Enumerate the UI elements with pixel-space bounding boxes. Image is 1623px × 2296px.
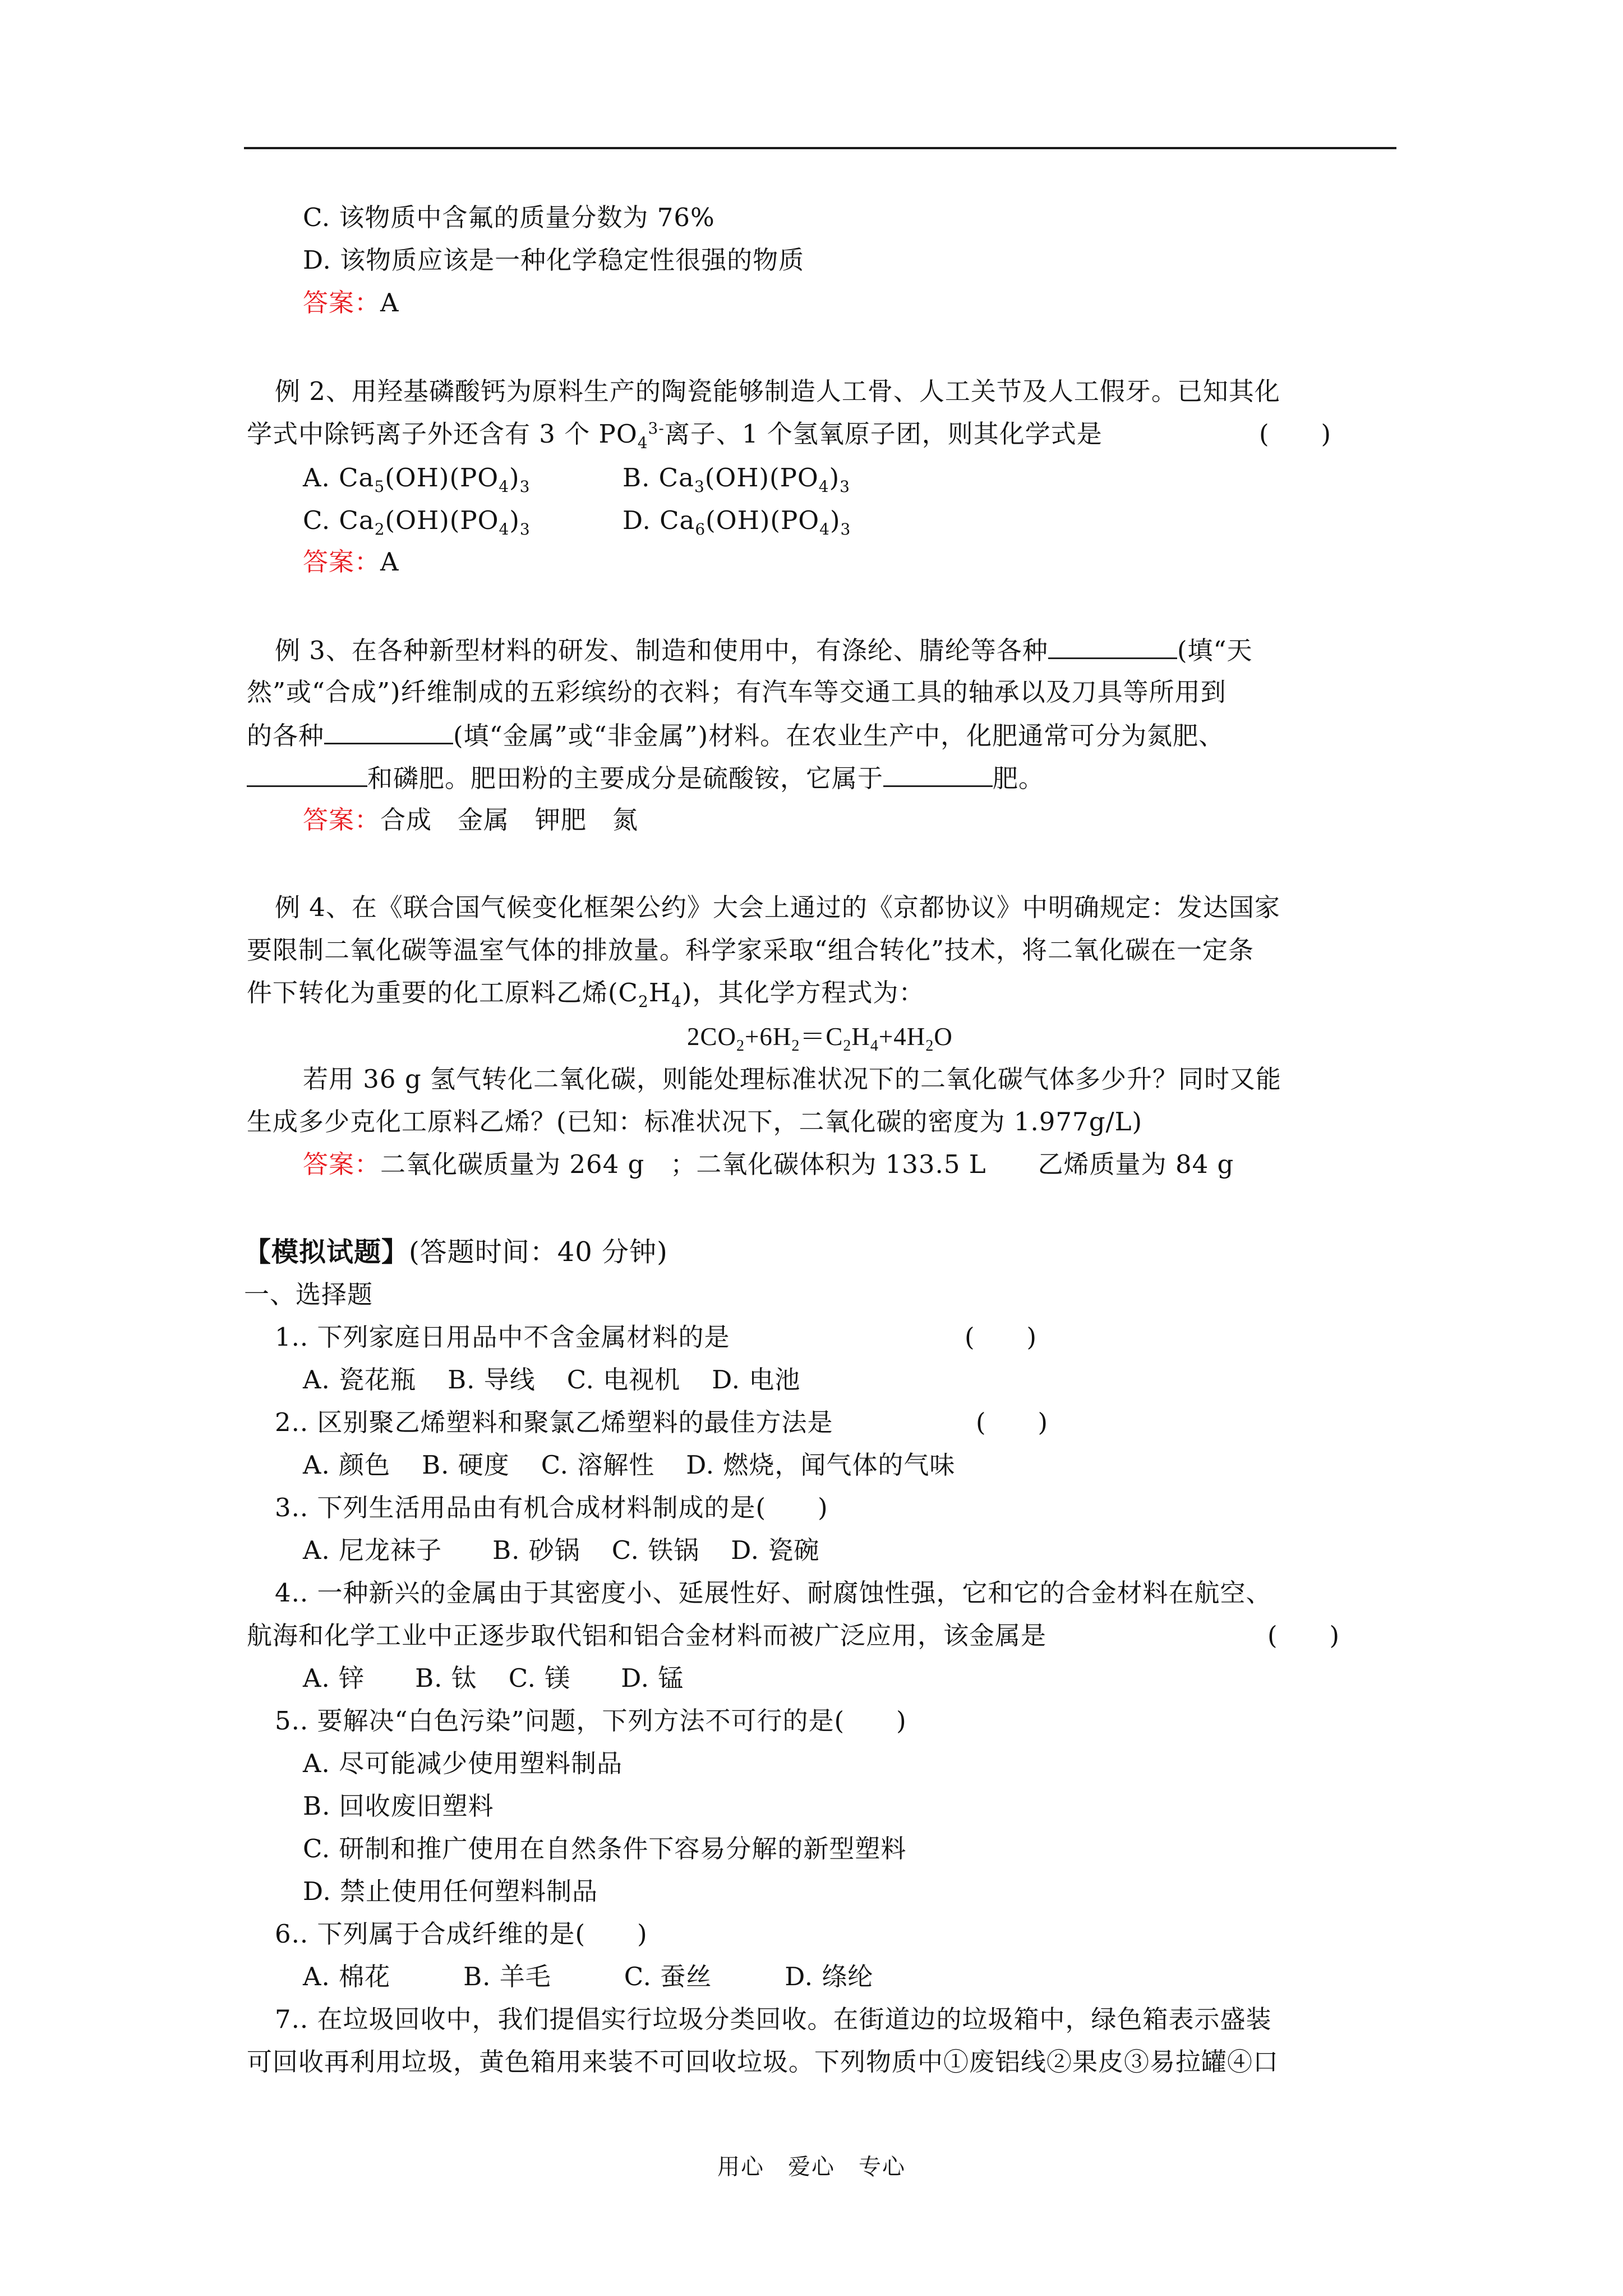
option-b: B. $Ca_3(OH)(PO_4)_3$ bbox=[623, 463, 850, 496]
example-3-line-1: 例 3、在各种新型材料的研发、制造和使用中，有涤纶、腈纶等各种 (填“天 bbox=[275, 633, 1253, 668]
option: A. 尽可能减少使用塑料制品 bbox=[303, 1749, 623, 1778]
options-row: A. 尼龙袜子 B. 砂锅 C. 铁锅 D. 瓷碗 bbox=[303, 1535, 820, 1565]
example-4-line-5: 若用 36 g 氢气转化二氧化碳，则能处理标准状况下的二氧化碳气体多少升？同时又能 bbox=[303, 1064, 1281, 1094]
example-3-line-2: 然”或“合成”)纤维制成的五彩缤纷的衣料；有汽车等交通工具的轴承以及刀具等所用到 bbox=[247, 677, 1227, 707]
fill-blank[interactable] bbox=[883, 761, 993, 787]
option: B. 回收废旧塑料 bbox=[303, 1791, 494, 1821]
option-d: D. $Ca_6(OH)(PO_4)_3$ bbox=[623, 505, 851, 539]
question-stem: 1.. 下列家庭日用品中不含金属材料的是 bbox=[275, 1322, 730, 1352]
example-4-line-2: 要限制二氧化碳等温室气体的排放量。科学家采取“组合转化”技术，将二氧化碳在一定条 bbox=[247, 935, 1255, 965]
answer-paren: ( ) bbox=[965, 1322, 1038, 1352]
answer-line: 答案：A bbox=[303, 547, 399, 577]
example-3-line-3: 的各种 (填“金属”或“非金属”)材料。在农业生产中，化肥通常可分为氮肥、 bbox=[247, 718, 1224, 753]
question-stem: 5.. 要解决“白色污染”问题，下列方法不可行的是( ) bbox=[275, 1706, 907, 1736]
answer-key: 答案： bbox=[303, 288, 381, 318]
options-row: A. 瓷花瓶 B. 导线 C. 电视机 D. 电池 bbox=[303, 1365, 801, 1395]
question-stem: 4.. 一种新兴的金属由于其密度小、延展性好、耐腐蚀性强，它和它的合金材料在航空、 bbox=[275, 1578, 1272, 1608]
question-stem-cont: 可回收再利用垃圾，黄色箱用来装不可回收垃圾。下列物质中①废铝线②果皮③易拉罐④口 bbox=[247, 2047, 1279, 2077]
example-4-line-6: 生成多少克化工原料乙烯？(已知：标准状况下，二氧化碳的密度为 1.977g/L) bbox=[247, 1107, 1143, 1137]
options-row: A. 颜色 B. 硬度 C. 溶解性 D. 燃烧，闻气体的气味 bbox=[303, 1450, 956, 1480]
question-stem: 3.. 下列生活用品由有机合成材料制成的是( ) bbox=[275, 1493, 828, 1522]
example-4-line-1: 例 4、在《联合国气候变化框架公约》大会上通过的《京都协议》中明确规定：发达国家 bbox=[275, 892, 1280, 922]
question-stem: 6.. 下列属于合成纤维的是( ) bbox=[275, 1919, 648, 1949]
answer-paren: ( ) bbox=[1259, 419, 1332, 449]
question-stem-cont: 航海和化学工业中正逐步取代铝和铝合金材料而被广泛应用，该金属是 bbox=[247, 1621, 1047, 1650]
options-row: A. 锌 B. 钛 C. 镁 D. 锰 bbox=[303, 1663, 684, 1693]
example-3-line-4: 和磷肥。肥田粉的主要成分是硫酸铵，它属于 肥。 bbox=[247, 761, 1044, 795]
section-title: 【模拟试题】(答题时间：40 分钟) bbox=[244, 1236, 668, 1268]
example-2-line-2: 学式中除钙离子外还含有 3 个 $PO_4^{3-}$离子、1 个氢氧原子团，则其化学式是 bbox=[247, 419, 1103, 452]
question-stem: 2.. 区别聚乙烯塑料和聚氯乙烯塑料的最佳方法是 bbox=[275, 1407, 833, 1437]
example-4-line-3: 件下转化为重要的化工原料乙烯$(C_2H_4)$，其化学方程式为： bbox=[247, 978, 925, 1011]
answer-line bbox=[303, 286, 399, 320]
fill-blank[interactable] bbox=[247, 761, 367, 787]
fill-blank[interactable] bbox=[1048, 633, 1177, 659]
option-d: D. 该物质应该是一种化学稳定性很强的物质 bbox=[303, 245, 805, 275]
answer-paren: ( ) bbox=[976, 1407, 1049, 1437]
part-heading: 一、选择题 bbox=[244, 1280, 374, 1309]
chemical-equation: $2CO_2+6H_2=C_2H_4+4H_2O$ bbox=[687, 1023, 953, 1055]
option-c: C. $Ca_2(OH)(PO_4)_3$ bbox=[303, 505, 531, 539]
answer-line: 答案：合成 金属 钾肥 氮 bbox=[303, 805, 639, 835]
example-2-line-1: 例 2、用羟基磷酸钙为原料生产的陶瓷能够制造人工骨、人工关节及人工假牙。已知其化 bbox=[275, 376, 1280, 406]
option-a: A. $Ca_5(OH)(PO_4)_3$ bbox=[303, 463, 531, 496]
option-c: C. 该物质中含氟的质量分数为 76% bbox=[303, 203, 715, 232]
option: C. 研制和推广使用在自然条件下容易分解的新型塑料 bbox=[303, 1834, 907, 1864]
page-footer: 用心 爱心 专心 bbox=[717, 2154, 906, 2180]
options-row: A. 棉花 B. 羊毛 C. 蚕丝 D. 绦纶 bbox=[303, 1962, 874, 1991]
fill-blank[interactable] bbox=[324, 718, 453, 744]
question-stem: 7.. 在垃圾回收中，我们提倡实行垃圾分类回收。在街道边的垃圾箱中，绿色箱表示盛装 bbox=[275, 2004, 1272, 2034]
header-rule bbox=[244, 147, 1396, 149]
option: D. 禁止使用任何塑料制品 bbox=[303, 1876, 598, 1906]
answer-value: A bbox=[380, 288, 399, 318]
answer-line: 答案：二氧化碳质量为 264 g ；二氧化碳体积为 133.5 L 乙烯质量为 84 g bbox=[303, 1149, 1234, 1179]
answer-paren: ( ) bbox=[1267, 1621, 1340, 1650]
